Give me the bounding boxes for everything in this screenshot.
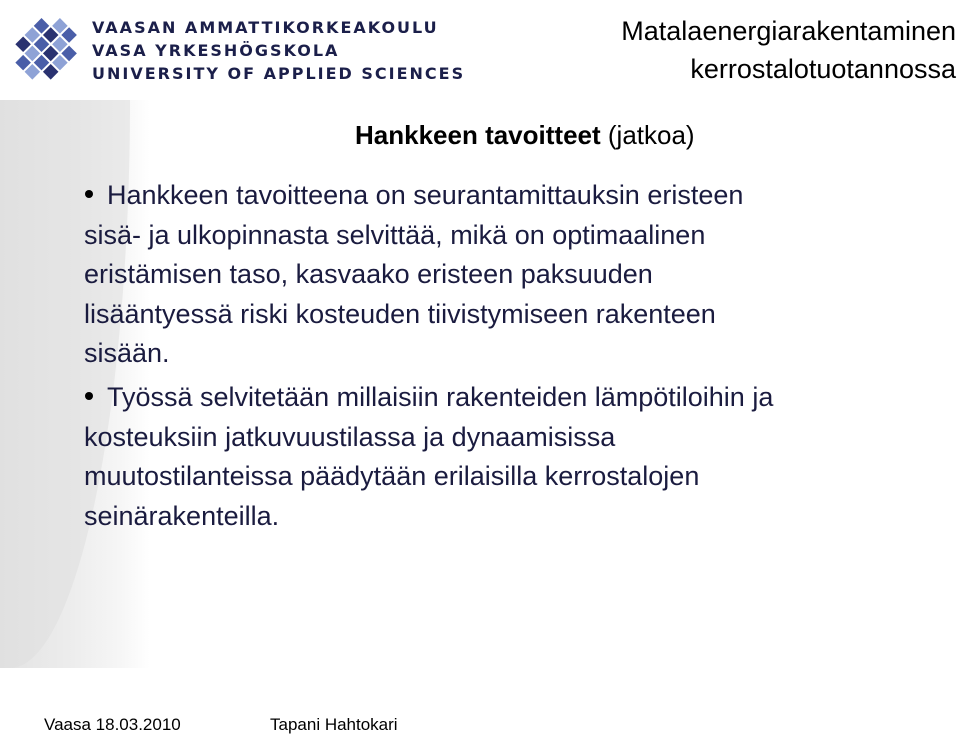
bullet-dot-icon xyxy=(85,392,93,400)
bullet-line: eristämisen taso, kasvaako eristeen paksuuden xyxy=(84,259,653,290)
bullet-text: Työssä selvitetään millaisiin rakenteiden lämpötiloihin ja xyxy=(107,381,774,412)
university-logo-icon xyxy=(10,12,90,92)
bullet-text: Hankkeen tavoitteena on seurantamittauksin eristeen xyxy=(107,180,744,210)
bullet-line: sisä- ja ulkopinnasta selvittää, mikä on optimaalinen xyxy=(84,219,706,250)
bullet-dot-icon xyxy=(85,190,93,198)
presentation-title-line1: Matalaenergiarakentaminen xyxy=(621,16,956,46)
slide-title-rest: (jatkoa) xyxy=(600,120,695,150)
bullet-line: muutostilanteissa päädytään erilaisilla kerrostalojen xyxy=(84,461,700,492)
bullet-item xyxy=(84,176,954,374)
bullet-line xyxy=(84,176,954,216)
university-name-english: UNIVERSITY OF APPLIED SCIENCES xyxy=(92,64,466,83)
bullet-item xyxy=(84,378,954,536)
bullet-line: lisääntyessä riski kosteuden tiivistymiseen rakenteen xyxy=(84,298,716,329)
university-name-finnish: VAASAN AMMATTIKORKEAKOULU xyxy=(92,18,439,37)
slide-title xyxy=(355,120,695,151)
bullet-line: sisään. xyxy=(84,338,170,369)
university-name xyxy=(92,16,465,85)
bullet-line: kosteuksiin jatkuvuustilassa ja dynaamisissa xyxy=(84,421,616,452)
slide-title-bold: Hankkeen tavoitteet xyxy=(355,120,601,150)
footer-date: Vaasa 18.03.2010 xyxy=(44,715,181,734)
presentation-title-line2: kerrostalotuotannossa xyxy=(690,54,956,84)
university-name-swedish: VASA YRKESHÖGSKOLA xyxy=(92,41,340,60)
bullet-line xyxy=(84,378,954,418)
bullet-line: seinärakenteilla. xyxy=(84,500,280,531)
footer-author: Tapani Hahtokari xyxy=(270,715,398,734)
presentation-title xyxy=(621,12,956,88)
bullet-list xyxy=(84,176,954,536)
